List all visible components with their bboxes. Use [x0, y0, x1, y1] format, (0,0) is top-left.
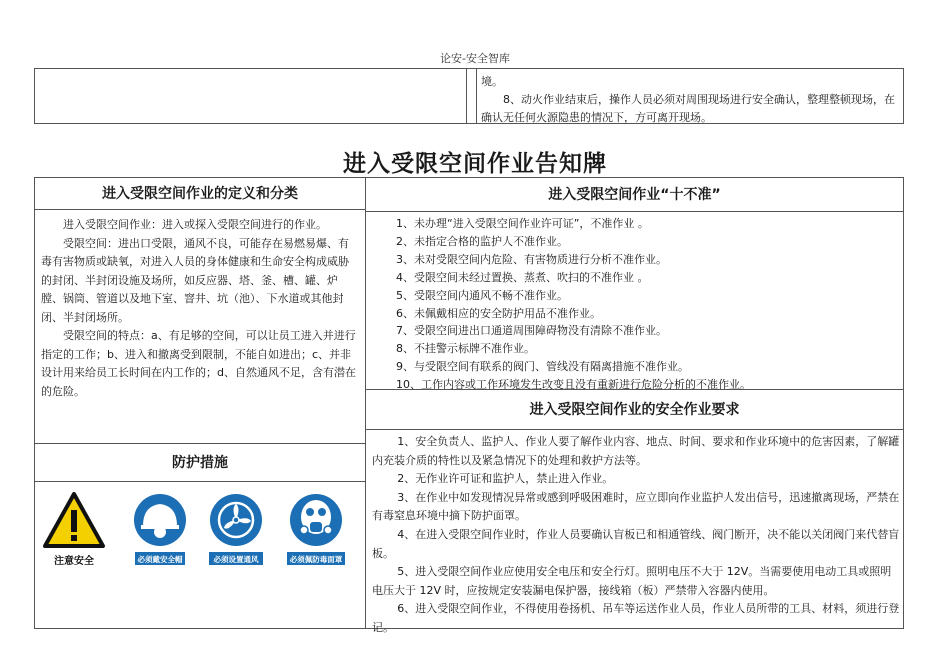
- requirement-item: 5、进入受限空间作业应使用安全电压和安全行灯。照明电压不大于 12V。当需要使用电动工具或照明电压大于 12V 时，应按规定安装漏电保护器，接线箱（板）严禁带入容器内使用。: [372, 565, 892, 597]
- safety-requirements-body: [372, 433, 900, 638]
- protection-title: 防护措施: [35, 444, 365, 482]
- definition-title: 进入受限空间作业的定义和分类: [35, 178, 365, 210]
- sign-label: 注意安全: [54, 556, 94, 567]
- prev-line: 境。: [481, 75, 503, 88]
- sign-label: 必须设置通风: [213, 555, 259, 564]
- rule-item: 10、工作内容或工作环境发生改变且没有重新进行危险分析的不准作业。: [396, 378, 751, 392]
- safety-requirements-title: 进入受限空间作业的安全作业要求: [366, 390, 903, 430]
- definition-paragraph: 受限空间的特点：a、有足够的空间，可以让员工进入并进行指定的工作；b、进入和撤离受到限制，不能自如进出；c、并非设计用来给员工长时间在内工作的；d、自然通风不足，含有潜在的危险。: [41, 329, 356, 398]
- requirement-item: 4、在进入受限空间作业时，作业人员要确认盲板已和相通管线、阀门断开，决不能以关闭阀门来代替盲板。: [372, 527, 900, 560]
- ventilation-fan-icon: [203, 490, 269, 570]
- requirement-item: 3、在作业中如发现情况异常或感到呼吸困难时，应立即向作业监护人发出信号，迅速撤离现场，严禁在有毒窒息环境中摘下防护面罩。: [372, 490, 900, 523]
- gas-mask-icon: [279, 490, 353, 570]
- sign-label: 必须戴安全帽: [137, 555, 183, 564]
- ten-prohibitions-title: 进入受限空间作业“十不准”: [366, 178, 903, 212]
- ten-prohibitions-list: [396, 215, 896, 394]
- sign-gas-mask: [279, 490, 353, 574]
- previous-section-table: [34, 68, 904, 124]
- requirement-item: 1、安全负责人、监护人、作业人要了解作业内容、地点、时间、要求和作业环境中的危害因素，了解罐内充装介质的特性以及紧急情况下的处理和救护方法等。: [372, 435, 900, 467]
- safety-signs: [41, 490, 361, 570]
- sign-ventilation: [203, 490, 269, 574]
- definition-paragraph: 进入受限空间作业：进入或探入受限空间进行的作业。: [63, 218, 327, 231]
- sign-caution: [41, 490, 107, 574]
- prev-table-left-cell: [35, 69, 467, 123]
- definition-body: [41, 216, 359, 401]
- requirement-item: 6、进入受限空间作业，不得使用卷扬机、吊车等运送作业人员，作业人员所带的工具、材料，须进行登记。: [372, 602, 900, 634]
- rule-item: 5、受限空间内通风不畅不准作业。: [396, 288, 568, 302]
- rule-item: 4、受限空间未经过置换、蒸煮、吹扫的不准作业 。: [396, 270, 649, 284]
- definition-panel: [34, 177, 366, 629]
- rule-item: 7、受限空间进出口通道周围障碍物没有清除不准作业。: [396, 324, 667, 338]
- rule-item: 3、未对受限空间内危险、有害物质进行分析不准作业。: [396, 252, 667, 266]
- rule-item: 1、未办理“进入受限空间作业许可证”，不准作业 。: [396, 217, 649, 230]
- sign-label: 必须佩防毒面罩: [289, 555, 343, 564]
- safety-helmet-icon: [127, 490, 193, 570]
- page-header: 论安-安全智库: [440, 52, 510, 65]
- prev-table-right-cell: [481, 73, 897, 127]
- rule-item: 2、未指定合格的监护人不准作业。: [396, 234, 568, 248]
- requirement-item: 2、无作业许可证和监护人，禁止进入作业。: [397, 472, 614, 486]
- rules-panel: [365, 177, 904, 634]
- prev-line: 8、动火作业结束后，操作人员必须对周围现场进行安全确认，整理整顿现场，在确认无任何火源隐患的情况下，方可离开现场。: [481, 93, 895, 124]
- prev-table-divider: [476, 69, 477, 123]
- page-title: 进入受限空间作业告知牌: [343, 151, 607, 177]
- rule-item: 6、未佩戴相应的安全防护用品不准作业。: [396, 306, 601, 320]
- rule-item: 9、与受限空间有联系的阀门、管线没有隔离措施不准作业。: [396, 360, 689, 374]
- rule-item: 8、不挂警示标牌不准作业。: [396, 342, 535, 356]
- definition-paragraph: 受限空间：进出口受限，通风不良，可能存在易燃易爆、有毒有害物质或缺氧，对进入人员的身体健康和生命安全构成威胁的封闭、半封闭设施及场所，如反应器、塔、釜、槽、罐、炉膛、锅筒、管道以及地下室、窨井、坑（池）、下水道或其他封闭、半封闭场所。: [41, 236, 349, 324]
- sign-helmet: [127, 490, 193, 574]
- warning-triangle-icon: [41, 490, 107, 570]
